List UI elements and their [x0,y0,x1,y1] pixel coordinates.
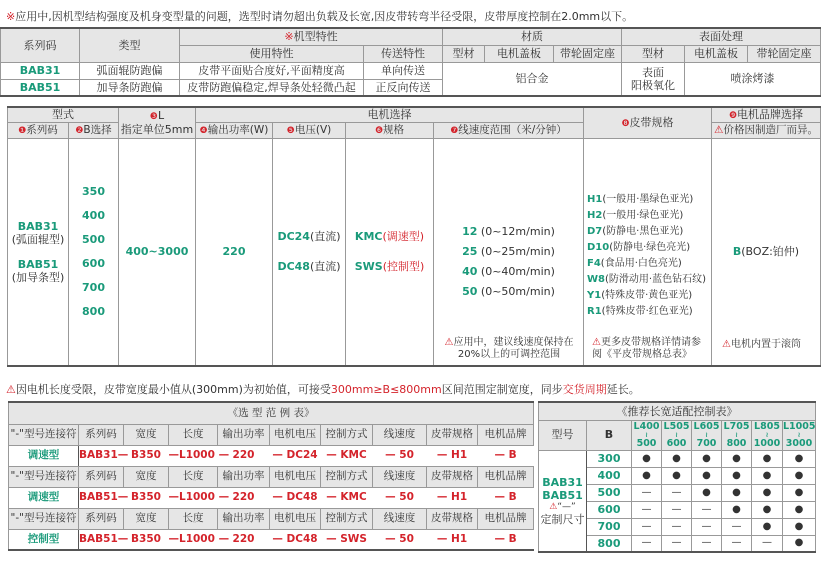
voltage [273,222,345,252]
speed [434,282,583,302]
width: 800 [82,305,105,319]
fit-mark: — [662,535,692,552]
fit-mark: — [662,501,692,518]
desc: (0~40m/min) [480,265,555,279]
to: 600 [666,437,687,449]
label: 线速度范围（米/分钟） [458,123,567,136]
warning-icon: ⚠ [714,124,724,136]
text: 交货周期 [562,383,607,396]
series-cell [8,138,69,366]
example-header: "-"型号连接符 [9,508,79,529]
num: ❻ [374,125,384,136]
example-header: "-"型号连接符 [9,466,79,487]
fit-mark: ● [752,467,783,484]
fit-mark: ● [752,484,783,501]
example-header: 控制方式 [321,508,373,529]
fit-mark: — [632,484,662,501]
example-value: — SWS [321,529,373,550]
h-material: 材质 [443,28,622,45]
surface-other: 喷涂烤漆 [685,62,821,96]
example-value: — B [478,445,534,466]
code: 12 [462,225,478,239]
example-value: — 50 [373,445,427,466]
text: 电机内置于滚筒 [730,339,801,351]
fit-mark: — [722,518,752,535]
example-header: 线速度 [373,466,427,487]
desc: (控制型) [382,260,425,274]
text: 延长。 [606,383,640,396]
mark: ※ [284,30,294,44]
recommend-table [538,401,816,553]
num: ❽ [621,119,630,129]
example-header: 皮带规格 [427,466,478,487]
fit-mark: — [632,501,662,518]
h-width [69,122,119,138]
fit-mark: — [722,535,752,552]
label: 输出功率(W) [207,123,269,136]
from: L705 [723,421,750,432]
width-note [6,381,640,397]
num: ❷ [75,125,84,136]
type: 弧面辊防跑偏 [80,62,180,79]
example-header: 电机电压 [270,424,321,445]
h-spec [346,122,434,138]
desc: (防静电·黑色亚光) [602,226,684,238]
belt-cell [584,138,712,366]
example-value: —L1000 — [169,529,218,550]
note-mark: ※ [6,10,16,23]
fit-mark: — [752,535,783,552]
desc: (调速型) [382,230,425,244]
material: 铝合金 [443,62,622,96]
fit-mark: ● [722,501,752,518]
example-header: 长度 [169,466,218,487]
code: F4 [587,258,601,270]
h-series [8,122,69,138]
fit-mark: ● [722,484,752,501]
note-text: 应用中,因机型结构强度及机身变型量的问题，选型时请勿超出负载及长宽,因皮带转弯半径受限，皮带厚度控制在2.0mm以下。 [15,10,634,23]
warning-icon: ⚠ [592,337,601,349]
example-value: — DC48 [270,529,321,550]
h-length: L505 ≀ 600 [662,420,692,450]
example-header: 系列码 [79,424,124,445]
spec-cell [346,138,434,366]
h-voltage [273,122,346,138]
example-type: 调速型 [9,487,79,508]
example-value: B350 [124,445,169,466]
warning-icon: ⚠ [6,383,16,396]
from: L1005 [783,421,816,432]
type: 加导条防跑偏 [80,79,180,96]
trans: 单向传送 [364,62,443,79]
example-header: 长度 [169,424,218,445]
num: ❼ [450,125,459,136]
label: 系列码 [26,123,58,136]
example-value: — KMC [321,487,373,508]
h-speed [434,122,584,138]
code: D10 [587,242,610,254]
label: 电压(V) [294,123,332,136]
example-table [8,401,534,551]
to: 500 [636,437,657,449]
num: ❺ [286,125,295,136]
example-value: — DC24 [270,445,321,466]
example-value: BAB51— [79,529,124,550]
example-value: 220 [218,445,270,466]
fit-mark: ● [722,467,752,484]
example-value: —L1000 — [169,445,218,466]
fit-mark: ● [722,450,752,467]
desc: (0~50m/min) [480,285,555,299]
h-seat: 带轮固定座 [554,45,622,62]
example-header: 电机品牌 [478,424,534,445]
fit-mark: ● [662,450,692,467]
example-header: 电机电压 [270,508,321,529]
desc: (防滑动用·蓝色钻石纹) [605,274,706,286]
speed [434,242,583,262]
example-value: — DC48 [270,487,321,508]
fit-mark: ● [692,467,722,484]
to: 1000 [753,437,781,449]
b-value: 500 [587,484,632,501]
code: H1 [587,194,603,206]
speed-note [444,337,574,361]
desc: (特殊皮带·黄色亚光) [601,290,693,302]
label: 电机品牌选择 [737,108,804,121]
example-value: — B [478,487,534,508]
fit-mark: ● [783,467,816,484]
use: 皮带平面贴合度好,平面精度高 [180,62,364,79]
desc: (一般用·墨绿色亚光) [602,194,694,206]
example-header: 电机品牌 [478,508,534,529]
text: 区间范围定制宽度，同步 [441,383,563,396]
belt [587,224,711,240]
fit-mark: — [692,501,722,518]
fit-mark: — [692,535,722,552]
belt [587,192,711,208]
desc: (弧面辊型) [11,232,65,246]
desc: (特殊皮带·红色亚光) [601,306,693,318]
use: 皮带防跑偏稳定,焊导条处轻微凸起 [180,79,364,96]
h-seat: 带轮固定座 [748,45,821,62]
code: H2 [587,210,603,222]
fit-mark: ● [783,535,816,552]
spec [346,252,433,282]
h-use: 使用特性 [180,45,364,62]
example-header: 皮带规格 [427,508,478,529]
text: 300mm≥B≤800mm [330,383,442,396]
width: 600 [82,257,105,271]
code: BAB31 [17,219,59,233]
fit-mark: ● [783,501,816,518]
width: 700 [82,281,105,295]
h-profile: 型材 [622,45,685,62]
example-header: 电机电压 [270,466,321,487]
fit-mark: ● [632,467,662,484]
width: 400 [82,209,105,223]
num: ❸ [149,112,158,123]
b-value: 600 [587,501,632,518]
code: 50 [462,285,478,299]
h-belt [584,107,712,138]
fit-mark: ● [752,518,783,535]
example-header: 长度 [169,508,218,529]
voltage [273,252,345,282]
h-power [196,122,273,138]
h-length: L605 ≀ 700 [692,420,722,450]
fit-mark: ● [662,467,692,484]
power-cell: 220 [196,138,273,366]
example-value: 220 [218,487,270,508]
h-trans: 传送特性 [364,45,443,62]
code: DC48 [277,260,310,274]
text: 应用中，建议线速度保持在20%以上的可调控范围 [453,337,574,361]
fit-mark: — [692,518,722,535]
b-value: 300 [587,450,632,467]
from: L400 [633,421,660,432]
h-type: 类型 [80,28,180,62]
sub: 指定单位5mm [120,123,194,137]
fit-mark: ● [692,450,722,467]
h-length: L400 ≀ 500 [632,420,662,450]
speed [434,222,583,242]
code: W8 [587,274,605,286]
h-model: 型号 [539,420,587,450]
h-cover: 电机盖板 [485,45,554,62]
speed-cell [434,138,584,366]
example-value: B350 [124,487,169,508]
h-length: L705 ≀ 800 [722,420,752,450]
fit-mark: ● [783,518,816,535]
fit-mark: ● [632,450,662,467]
h-length [119,107,196,138]
mark: “—” [557,501,576,512]
example-value: B350 [124,529,169,550]
spec [346,222,433,252]
fit-mark: ● [783,450,816,467]
example-title: 《选 型 范 例 表》 [9,402,534,424]
model-cell [539,450,587,552]
custom-mark [539,502,586,513]
custom-label: 定制尺寸 [540,512,585,526]
top-note [6,8,633,24]
length-cell: 400~3000 [119,138,196,366]
example-header: 系列码 [79,508,124,529]
example-value: 220 [218,529,270,550]
desc: (BOZ:铂仲) [741,245,800,259]
desc: (直流) [309,230,341,244]
b-value: 700 [587,518,632,535]
speed [434,262,583,282]
num: ❹ [199,125,208,136]
belt-note [592,337,707,361]
example-value: — H1 [427,487,478,508]
label: 规格 [383,123,405,136]
example-value: — 50 [373,487,427,508]
code: B [732,245,742,259]
desc: (防静电·绿色亮光) [609,242,691,254]
width-list [69,180,118,324]
h-b: B [587,420,632,450]
fit-mark: — [632,518,662,535]
fit-mark: ● [692,484,722,501]
belt [587,256,711,272]
model: BAB51 [542,488,583,502]
code: Y1 [587,290,602,302]
example-header: 宽度 [124,466,169,487]
warning-icon: ⚠ [444,337,454,349]
trans: 正反向传送 [364,79,443,96]
fit-mark: ● [752,501,783,518]
width: 350 [82,185,105,199]
h-model: 型式 [8,107,119,122]
brand-note [722,339,801,351]
desc: (0~12m/min) [480,225,555,239]
example-header: 系列码 [79,466,124,487]
example-value: — 50 [373,529,427,550]
code: R1 [587,306,602,318]
example-header: "-"型号连接符 [9,424,79,445]
desc: (食品用·白色亮光) [600,258,682,270]
h-brand [712,107,821,122]
width: 500 [82,233,105,247]
label: 价格因制造厂而异。 [723,124,818,136]
example-type: 调速型 [9,445,79,466]
example-header: 宽度 [124,508,169,529]
example-value: BAB31— [79,445,124,466]
b-value: 800 [587,535,632,552]
fit-mark: ● [752,450,783,467]
from: L605 [693,421,720,432]
belt [587,240,711,256]
fit-mark: — [632,535,662,552]
example-header: 宽度 [124,424,169,445]
text: 更多皮带规格详情请参阅《平皮带规格总表》 [592,337,701,361]
example-type: 控制型 [9,529,79,550]
example-header: 线速度 [373,508,427,529]
to: 700 [696,437,717,449]
desc: (直流) [309,260,341,274]
code: SWS [354,260,383,274]
h-cover: 电机盖板 [685,45,748,62]
to: 3000 [785,437,813,449]
example-header: 输出功率 [218,466,270,487]
h-feature [180,28,443,45]
example-value: — B [478,529,534,550]
example-header: 控制方式 [321,466,373,487]
belt [587,208,711,224]
belt [587,304,711,320]
example-value: — H1 [427,445,478,466]
h-surface: 表面处理 [622,28,821,45]
code: 40 [462,265,478,279]
label: L [157,109,165,123]
example-header: 电机品牌 [478,466,534,487]
belt [587,272,711,288]
num: ❶ [18,125,27,136]
code: D7 [587,226,603,238]
fit-mark: — [662,518,692,535]
surface-profile: 表面 阳极氧化 [622,62,685,96]
selection-table [7,106,821,367]
h-length: L805 ≀ 1000 [752,420,783,450]
h-brand-note [712,122,821,138]
example-value: BAB51— [79,487,124,508]
code: 25 [462,245,478,259]
example-header: 皮带规格 [427,424,478,445]
code: BAB51 [17,258,59,272]
from: L505 [663,421,690,432]
width-cell [69,138,119,366]
text: 因电机长度受限，皮带宽度最小值从(300mm)为初始值，可接受 [15,383,331,396]
fit-mark: ● [783,484,816,501]
desc: (一般用·绿色亚光) [602,210,684,222]
desc: (加导条型) [11,271,65,285]
label: 机型特性 [293,30,338,44]
example-header: 线速度 [373,424,427,445]
warning-icon: ⚠ [549,501,558,512]
example-header: 输出功率 [218,508,270,529]
b-value: 400 [587,467,632,484]
code: BAB31 [1,62,80,79]
example-header: 控制方式 [321,424,373,445]
label: 皮带规格 [629,116,674,129]
belt [587,288,711,304]
model: BAB31 [542,475,583,489]
example-value: — KMC [321,445,373,466]
warning-icon: ⚠ [722,339,731,351]
code: KMC [354,230,383,244]
code: DC24 [277,230,310,244]
recommend-title: 《推荐长宽适配控制表》 [539,402,816,420]
h-length: L1005 ≀ 3000 [783,421,816,449]
voltage-cell [273,138,346,366]
fit-mark: — [662,484,692,501]
num: ❾ [728,111,738,121]
example-header: 输出功率 [218,424,270,445]
label: B选择 [83,123,112,136]
spec-table [0,27,821,97]
desc: (0~25m/min) [480,245,555,259]
brand-cell [712,138,821,366]
h-profile: 型材 [443,45,485,62]
h-series: 系列码 [1,28,80,62]
example-value: — H1 [427,529,478,550]
code: BAB51 [1,79,80,96]
h-motor: 电机选择 [196,107,584,122]
example-value: —L1000 — [169,487,218,508]
from: L805 [754,421,780,432]
to: 800 [726,437,747,449]
